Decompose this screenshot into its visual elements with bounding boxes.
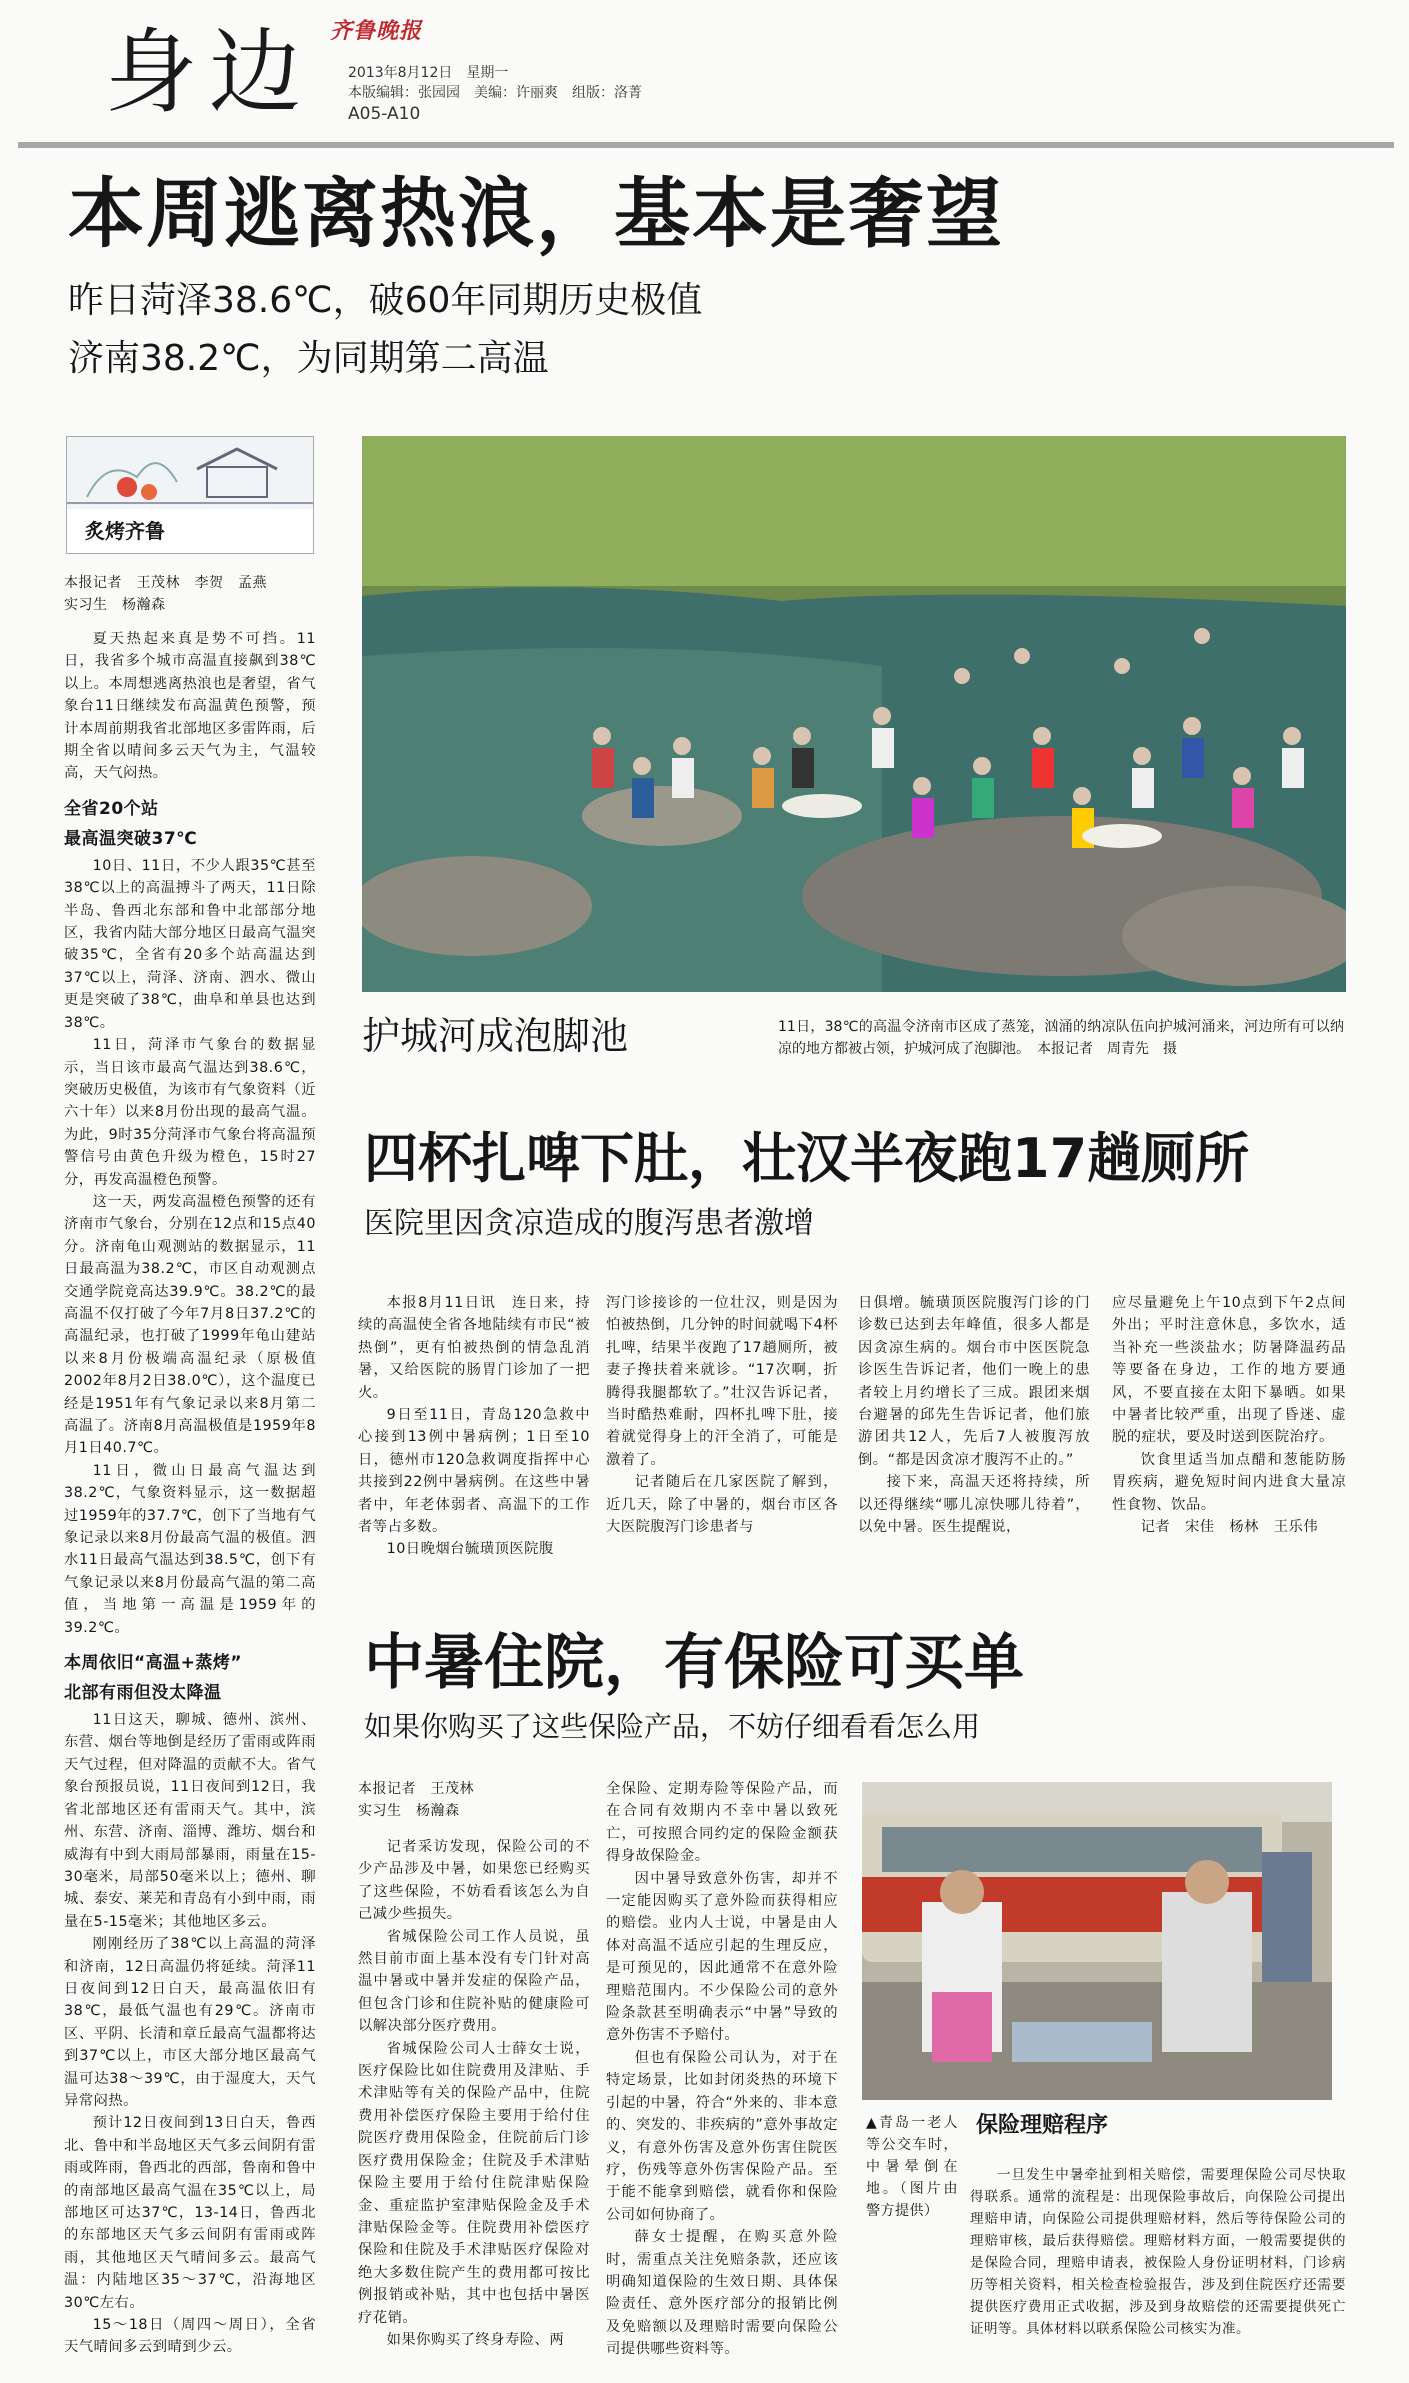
paragraph: 11日，微山日最高气温达到38.2℃，气象资料显示，这一数据超过1959年的37.7℃，创下了当地有气象记录以来8月份最高气温的极值。泗水11日最高气温达到38.5℃，创下有气象记录以来8月份最高气温的第二高值，当地第一高温是1959年的39.2℃。 [64,1462,316,1636]
photo-caption: 11日，38℃的高温令济南市区成了蒸笼，汹涌的纳凉队伍向护城河涌来，河边所有可以纳凉的地方都被占领，护城河成了泡脚池。 本报记者 周青先 摄 [778,1019,1344,1057]
paragraph: 省城保险公司人士薛女士说，医疗保险比如住院费用及津贴、手术津贴等有关的保险产品中，住院费用补偿医疗保险主要用于给付住院医疗费用保险金，住院前后门诊医疗费用保险金；住院及手术津贴保险主要用于给付住院津贴保险金、重症监护室津贴保险金及手术津贴保险金等。住院费用补偿医疗保险和住院及手术津贴医疗保险对绝大多数住院产生的费用都可按比例报销或补贴，其中也包括中暑医疗花销。 [358,2040,590,2326]
paragraph: 泻门诊接诊的一位壮汉，则是因为怕被热倒，几分钟的时间就喝下4杯扎啤，结果半夜跑了17趟厕所，被妻子搀扶着来就诊。“17次啊，折腾得我腿都软了。”壮汉告诉记者，当时酷热难耐，四杯扎啤下肚，接着就觉得身上的汗全消了，可能是激着了。 [606,1295,838,1468]
masthead [0,0,1409,150]
subhead-3: 如果你购买了这些保险产品，不妨仔细看看怎么用 [364,1710,981,1743]
paragraph: 全保险、定期寿险等保险产品，而在合同有效期内不幸中暑以致死亡，可按照合同约定的保险金额获得身故保险金。 [606,1781,838,1865]
paragraph: 薛女士提醒，在购买意外险时，需重点关注免赔条款，还应该明确知道保险的生效日期、具体保险责任、意外医疗部分的报销比例及免赔额以及理赔时需要向保险公司提供哪些资料等。 [606,2229,838,2358]
paragraph: 日俱增。毓璜顶医院腹泻门诊的门诊数已达到去年峰值，很多人都是因贪凉生病的。烟台市中医医院急诊医生告诉记者，他们一晚上的患者较上月约增长了三成。跟团来烟台避暑的邱先生告诉记者，他们旅游团共12人，先后7人被腹泻放倒。“都是因贪凉才腹泻不止的。” [858,1295,1090,1468]
paragraph: 如果你购买了终身寿险、两 [386,2331,565,2348]
byline: 本报记者 王茂林 [358,1781,474,1797]
river-photo-image [362,436,1346,992]
article-3-col1 [358,1778,590,2351]
issue-date: 2013年8月12日 星期一 [348,65,509,81]
claims-box-text [970,2164,1346,2340]
paragraph: 本报8月11日讯 连日来，持续的高温使全省各地陆续有市民“被热倒”，更有怕被热倒的情急乱消暑，又给医院的肠胃门诊加了一把火。 [358,1295,590,1401]
paragraph: 接下来，高温天还将持续，所以还得继续“哪儿凉快哪儿待着”，以免中暑。医生提醒说， [858,1474,1090,1536]
paragraph: 夏天热起来真是势不可挡。11日，我省多个城市高温直接飙到38℃以上。本周想逃离热浪也是奢望，省气象台11日继续发布高温黄色预警，预计本周前期我省北部地区多雷阵雨，后期全省以晴间多云天气为主，气温较高，天气闷热。 [64,631,316,782]
subsection-heading: 本周依旧“高温+蒸烤” [64,1653,243,1674]
bus-stop-photo-image [862,1782,1332,2100]
subsection-heading: 最高温突破37℃ [64,828,198,849]
paragraph: 应尽量避免上午10点到下午2点间外出；平时注意休息，多饮水，适当补充一些淡盐水；防暑降温药品等要备在身边，工作的地方要通风，不要直接在太阳下暴晒。如果中暑者比较严重，出现了昏迷、虚脱的症状，要及时送到医院治疗。 [1112,1295,1346,1446]
column-logo-text: 炙烤齐鲁 [85,519,165,543]
paragraph: 一旦发生中暑牵扯到相关赔偿，需要理保险公司尽快取得联系。通常的流程是：出现保险事故后，向保险公司提出理赔申请，向保险公司提供理赔材料，然后等待保险公司的理赔审核，最后获得赔偿。理赔材料方面，一般需要提供的是保险合同，理赔申请表，被保险人身份证明材料，门诊病历等相关资料，相关检查检验报告，涉及到住院医疗还需要提供医疗费用正式收据，涉及到身故赔偿的还需要提供死亡证明等。具体材料以联系保险公司核实为准。 [970,2167,1346,2337]
subhead-1a: 昨日菏泽38.6℃，破60年同期历史极值 [68,280,703,321]
byline: 本报记者 王茂林 李贺 孟燕 [64,575,267,591]
paragraph: 这一天，两发高温橙色预警的还有济南市气象台，分别在12点和15点40分。济南龟山观测站的数据显示，11日最高温为38.2℃，市区自动观测点交通学院竟高达39.9℃。38.2℃的最高温不仅打破了今年7月8日37.2℃的高温纪录，也打破了1999年龟山建站以来8月份极端高温纪录（原极值2002年8月2日38.0℃），这个温度已经是1951年有气象记录以来8月第二高温了。济南8月高温极值是1959年8月1日40.7℃。 [64,1193,316,1457]
article-2-col3 [858,1292,1090,1538]
paragraph: 10日晚烟台毓璜顶医院腹 [386,1541,554,1558]
article-2-col2 [606,1292,838,1538]
paragraph: 预计12日夜间到13日白天，鲁西北、鲁中和半岛地区天气多云间阴有雷雨或阵雨，鲁西北的西部，鲁南和鲁中的南部地区最高气温在35℃以上，局部地区可达37℃，13-14日，鲁西北的东部地区天气多云间阴有雷雨或阵雨，其他地区天气晴间多云。最高气温：内陆地区35～37℃，沿海地区30℃左右。 [64,2115,316,2311]
article-2-col4 [1112,1292,1346,1538]
subsection-heading: 全省20个站 [64,798,159,819]
claims-box-title: 保险理赔程序 [976,2113,1109,2138]
bus-photo-caption: ▲青岛一老人等公交车时，中暑晕倒在地。（图片由警方提供） [866,2115,958,2219]
paragraph: 但也有保险公司认为，对于在特定场景，比如封闭炎热的环境下引起的中暑，符合“外来的、非本意的、突发的、非疾病的”意外事故定义，有意外伤害及意外伤害住院医疗，伤残等意外伤害保险产品。至于能不能拿到赔偿，就看你和保险公司如何协商了。 [606,2049,838,2223]
article-2-col1 [358,1292,590,1561]
byline-intern: 实习生 杨瀚森 [64,597,166,613]
paragraph: 11日，菏泽市气象台的数据显示，当日该市最高气温达到38.6℃，突破历史极值，为该市有气象资料（近六十年）以来8月份出现的最高气温。为此，9时35分菏泽市气象台将高温预警信号由黄色升级为橙色，15时27分，再发高温橙色预警。 [64,1037,316,1188]
reporter-credit: 记者 宋佳 杨林 王乐伟 [1140,1519,1319,1536]
paragraph: 因中暑导致意外伤害，却并不一定能因购买了意外险而获得相应的赔偿。业内人士说，中暑是由人体对高温不适应引起的生理反应，是可预见的，因此通常不在意外险理赔范围内。不少保险公司的意外险条款甚至明确表示“中暑”导致的意外伤害不予赔付。 [606,1870,838,2044]
article-1-body [64,572,316,2359]
paragraph: 记者随后在几家医院了解到，近几天，除了中暑的，烟台市区各大医院腹泻门诊患者与 [606,1474,838,1536]
photo-title: 护城河成泡脚池 [362,1014,629,1058]
subhead-1b: 济南38.2℃，为同期第二高温 [68,338,549,379]
byline-intern: 实习生 杨瀚森 [358,1803,460,1819]
paragraph: 10日、11日，不少人跟35℃甚至38℃以上的高温搏斗了两天，11日除半岛、鲁西北东部和鲁中北部部分地区，我省内陆大部分地区日最高气温突破35℃，全省有20多个站高温达到37℃以上，菏泽、济南、泗水、微山更是突破了38℃，曲阜和单县也达到38℃。 [64,857,316,1031]
headline-2: 四杯扎啤下肚，壮汉半夜跑17趟厕所 [364,1127,1250,1190]
paper-logo: 齐鲁晚报 [330,19,423,44]
paragraph: 刚刚经历了38℃以上高温的菏泽和济南，12日高温仍将延续。菏泽11日夜间到12日白天，最高温依旧有38℃，最低气温也有29℃。济南市区、平阴、长清和章丘最高气温都将达到37℃以上，市区大部分地区最高气温可达38～39℃，由于湿度大，天气异常闷热。 [64,1936,316,2109]
pavilion-illustration [67,437,313,509]
headline-1: 本周逃离热浪，基本是奢望 [68,169,1004,258]
page-range: A05-A10 [348,104,421,124]
paragraph: 省城保险公司工作人员说，虽然目前市面上基本没有专门针对高温中暑或中暑并发症的保险产品，但包含门诊和住院补贴的健康险可以解决部分医疗费用。 [358,1928,590,2035]
headline-3: 中暑住院，有保险可买单 [364,1628,1024,1698]
column-logo [66,436,314,554]
river-photo [362,436,1346,992]
paragraph: 记者采访发现，保险公司的不少产品涉及中暑，如果您已经购买了这些保险，不妨看看该怎么为自己减少些损失。 [358,1839,590,1923]
subhead-2: 医院里因贪凉造成的腹泻患者激增 [364,1206,814,1241]
subsection-heading: 北部有雨但没太降温 [64,1683,222,1704]
article-3-col2 [606,1778,838,2361]
paragraph: 15～18日（周四～周日），全省天气晴间多云到晴到少云。 [64,2317,316,2356]
paragraph: 饮食里适当加点醋和葱能防肠胃疾病，避免短时间内进食大量凉性食物、饮品。 [1112,1451,1346,1513]
bus-stop-photo [862,1782,1332,2100]
editors-line: 本版编辑：张园园 美编：许丽爽 组版：洛菁 [348,85,642,101]
section-title: 身边 [105,19,314,126]
paragraph: 11日这天，聊城、德州、滨州、东营、烟台等地倒是经历了雷雨或阵雨天气过程，但对降温的贡献不大。省气象台预报员说，11日夜间到12日，我省北部地区还有雷雨天气。其中，滨州、东营、济南、淄博、潍坊、烟台和威海有中到大雨局部暴雨，雨量在15-30毫米，局部50毫米以上；德州、聊城、泰安、莱芜和青岛有小到中雨，雨量在5-15毫米；其他地区多云。 [64,1712,316,1930]
paragraph: 9日至11日，青岛120急救中心接到13例中暑病例；1日至10日，德州市120急救调度指挥中心共接到22例中暑病例。在这些中暑者中，年老体弱者、高温下的工作者等占多数。 [358,1407,590,1536]
masthead-rule [18,142,1394,148]
claims-box [970,2108,1346,2378]
